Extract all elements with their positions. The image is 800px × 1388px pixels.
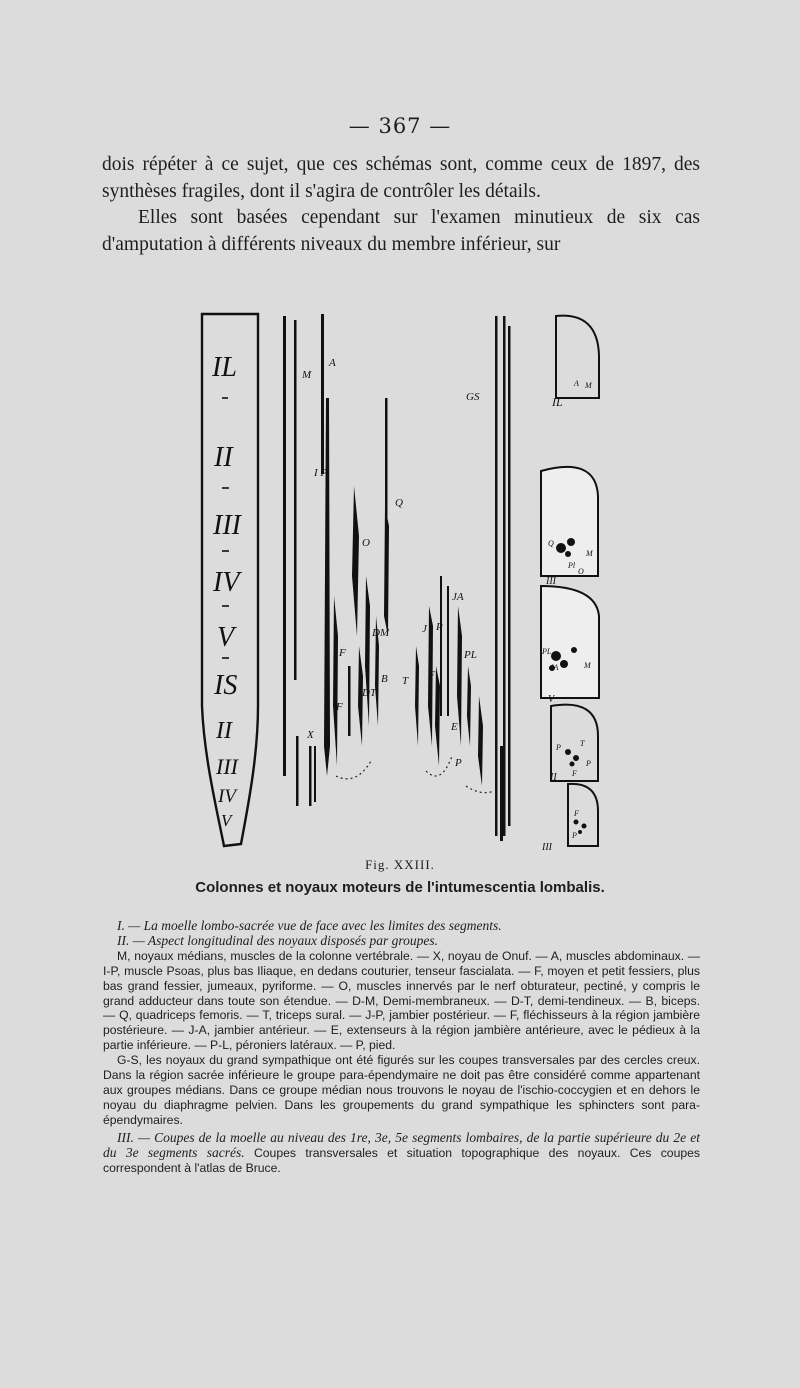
figure-legend bbox=[103, 919, 700, 1175]
figure-drawing bbox=[196, 306, 610, 854]
section-mark: F bbox=[574, 809, 579, 818]
section-mark: O bbox=[578, 567, 584, 576]
column-label: J bbox=[422, 623, 427, 635]
legend-item: I. — La moelle lombo-sacrée vue de face avec les limites des segments. bbox=[117, 918, 502, 933]
page-number: — 367 — bbox=[348, 114, 452, 138]
section-mark: A bbox=[574, 379, 579, 388]
section-mark: P bbox=[556, 743, 561, 752]
column-label: E bbox=[451, 721, 458, 733]
legend-item: M, noyaux médians, muscles de la colonne vertébrale. — X, noyau de Onuf. — A, muscles abdominaux. — I-P, muscle Psoas, plus bas Iliaque, en dedans couturier, tenseur fascialata. — F, moyen et petit fessiers, plus bas grand fessier, jumeaux, pyriforme. — O, muscles innervés par le nerf obturateur, pectiné, y compris le grand adducteur dans toute son étendue. — D-M, Demi-membraneux. — D-T, demi-tendineux. — B, biceps. — Q, quadriceps femoris. — T, triceps sural. — J-P, jambier postérieur. — F, fléchisseurs à la région jambière postérieure. — J-A, jambier antérieur. — E, extenseurs à la région jambière antérieure, avec le pédieux à la partie inférieure. — P-L, péroniers latéraux. — P, pied. bbox=[103, 948, 700, 1053]
segment-label: II bbox=[216, 718, 232, 744]
figure-caption: Colonnes et noyaux moteurs de l'intumescentia lombalis. bbox=[195, 879, 605, 896]
column-label: P bbox=[455, 757, 462, 769]
segment-label: V bbox=[221, 811, 232, 830]
column-label: DT bbox=[362, 687, 377, 699]
column-label: B bbox=[381, 673, 388, 685]
segment-label: IV bbox=[213, 567, 240, 598]
column-label: I P bbox=[314, 467, 328, 479]
column-label: F bbox=[336, 701, 343, 713]
column-label: F bbox=[339, 647, 346, 659]
section-mark: M bbox=[584, 661, 591, 670]
column-label: PL bbox=[464, 649, 477, 661]
section-mark: T bbox=[580, 739, 585, 748]
section-mark: F bbox=[572, 769, 577, 778]
segment-label: II bbox=[214, 442, 233, 473]
section-label: III bbox=[542, 842, 552, 853]
column-label: F bbox=[428, 669, 435, 681]
segment-label: V bbox=[217, 622, 235, 653]
section-label: IL bbox=[552, 395, 563, 409]
figure-number: Fig. XXIII. bbox=[365, 857, 435, 872]
segment-label: IL bbox=[212, 352, 237, 383]
legend-item: G-S, les noyaux du grand sympathique ont été figurés sur les coupes transversales par des cercles creux. Dans la région sacrée inférieure le groupe para-épendymaire ne doit pas être considéré comme appartenant aux groupes médians. Dans ce groupe médian nous trouvons le noyau de l'ischio-coccygien et en dehors le noyau du diaphragme pelvien. Dans les groupements du grand sympathique les sphincters sont para-épendymaires. bbox=[103, 1053, 700, 1127]
section-mark: JA bbox=[550, 663, 559, 672]
figure-xxiii bbox=[196, 306, 610, 854]
paragraph: Elles sont basées cependant sur l'examen minutieux de six cas d'amputation à différents niveaux du membre inférieur, sur bbox=[102, 207, 700, 255]
column-label: A bbox=[329, 357, 336, 369]
column-label: DM bbox=[372, 627, 390, 639]
column-label: GS bbox=[466, 391, 480, 403]
legend-item: II. — Aspect longitudinal des noyaux disposés par groupes. bbox=[117, 932, 438, 948]
column-label: T bbox=[402, 675, 409, 687]
column-label: JA bbox=[452, 591, 464, 603]
section-mark: PL bbox=[542, 647, 552, 656]
section-mark: P bbox=[586, 759, 591, 768]
segment-label: III bbox=[213, 510, 241, 541]
segment-label: IS bbox=[214, 670, 238, 701]
section-mark: P bbox=[572, 831, 577, 840]
segment-labels bbox=[211, 352, 243, 830]
section-label: II bbox=[550, 772, 557, 783]
section-mark: M bbox=[586, 549, 593, 558]
column-label: M bbox=[302, 369, 312, 381]
body-text bbox=[102, 152, 700, 258]
column-label: Q bbox=[395, 497, 403, 509]
section-mark: M bbox=[585, 381, 592, 390]
section-label: III bbox=[546, 576, 556, 587]
section-mark: Q bbox=[548, 539, 554, 548]
section-mark: Pl bbox=[568, 561, 576, 570]
legend-item: III. — Coupes de la moelle au niveau des 1re, 3e, 5e segments lombaires, de la partie supérieure du 2e et du 3e segments sacrés. Coupes transversales et situation topographique des noyaux. Ces coupes correspondent à l'atlas de Bruce. bbox=[103, 1129, 701, 1175]
column-label: X bbox=[307, 729, 314, 741]
segment-label: III bbox=[216, 754, 238, 779]
column-label: P bbox=[436, 621, 443, 633]
section-label: V bbox=[548, 694, 555, 705]
column-label: O bbox=[362, 537, 370, 549]
segment-label: IV bbox=[218, 786, 236, 807]
paragraph: dois répéter à ce sujet, que ces schémas sont, comme ceux de 1897, des synthèses fragiles, dont il s'agira de contrôler les détails. bbox=[102, 154, 700, 202]
sympathetic-dots bbox=[336, 756, 494, 793]
